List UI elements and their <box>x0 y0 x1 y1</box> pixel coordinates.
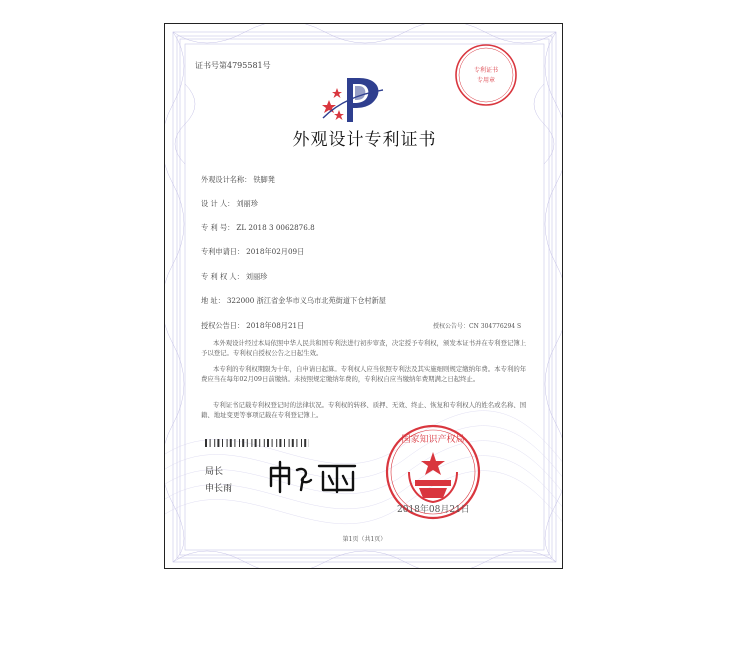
field-label: 地 址： <box>201 296 225 305</box>
barcode-bar <box>255 439 257 447</box>
barcode-bar <box>247 439 248 447</box>
svg-text:专利证书: 专利证书 <box>473 67 499 74</box>
field-label: 专 利 号： <box>201 223 235 232</box>
signatory-title: 局长 <box>205 467 224 477</box>
publication-number-label: 授权公告号： <box>433 323 470 330</box>
barcode-bar <box>301 439 302 447</box>
barcode-bar <box>242 439 244 447</box>
signatory-name: 申长雨 <box>205 484 233 494</box>
field-patent-number <box>201 223 315 233</box>
field-value: 2018年02月09日 <box>246 247 305 256</box>
barcode-bar <box>230 439 232 447</box>
certificate-title: 外观设计专利证书 <box>292 130 437 150</box>
field-design-name <box>201 175 275 185</box>
field-address <box>201 296 386 306</box>
field-value: 刘丽珍 <box>245 272 268 281</box>
paragraph-grant: 本外观设计经过本局依照中华人民共和国专利法进行初步审查，决定授予专利权，颁发本证书并在专利登记簿上予以登记。专利权自授权公告之日起生效。 <box>201 339 527 357</box>
barcode-bar <box>234 439 235 447</box>
field-label: 专利申请日： <box>201 247 245 256</box>
field-label: 专 利 权 人： <box>201 272 244 281</box>
cnipa-logo-icon <box>319 72 391 126</box>
svg-text:专用章: 专用章 <box>476 77 496 84</box>
barcode-bar <box>227 439 228 447</box>
paragraph-status: 专利证书记载专利权登记时的法律状况。专利权的转移、质押、无效、终止、恢复和专利权人的姓名或名称、国籍、地址变更等事项记载在专利登记簿上。 <box>201 401 527 419</box>
publication-number <box>433 321 521 330</box>
barcode-bar <box>292 439 294 447</box>
field-grant-date <box>201 321 304 331</box>
barcode-bar <box>289 439 290 447</box>
field-filing-date <box>201 247 304 257</box>
patent-certificate <box>164 23 563 569</box>
barcode-bar <box>205 439 207 447</box>
field-label: 外观设计名称： <box>201 175 252 184</box>
field-value: 铁脚凳 <box>253 175 275 184</box>
field-value: 刘丽珍 <box>236 199 258 208</box>
barcode-bar <box>210 439 211 447</box>
barcode-bar <box>276 439 277 447</box>
barcode-bar <box>296 439 297 447</box>
field-label: 设 计 人： <box>201 199 235 208</box>
field-patentee <box>201 272 267 282</box>
barcode-icon <box>205 439 309 447</box>
director-signature <box>265 460 365 494</box>
barcode-bar <box>259 439 260 447</box>
paragraph-term: 本专利的专利权期限为十年，自申请日起算。专利权人应当依照专利法及其实施细则规定缴纳年费。本专利的年费应当在每年02月09日前缴纳。未按照规定缴纳年费的，专利权自应当缴纳年费期满之日起终止。 <box>201 365 527 383</box>
field-value: 2018年08月21日 <box>246 321 305 330</box>
field-value: 322000 浙江省金华市义乌市北苑街道下仓村新屋 <box>226 296 386 305</box>
barcode-bar <box>267 439 269 447</box>
barcode-bar <box>214 439 215 447</box>
field-designer <box>201 199 258 209</box>
barcode-bar <box>251 439 252 447</box>
barcode-bar <box>239 439 240 447</box>
barcode-bar <box>217 439 219 447</box>
barcode-bar <box>222 439 223 447</box>
publication-number-value: CN 304776294 S <box>469 323 522 330</box>
barcode-bar <box>264 439 265 447</box>
barcode-bar <box>279 439 281 447</box>
field-value: ZL 2018 3 0062876.8 <box>236 223 315 232</box>
field-label: 授权公告日： <box>201 321 245 330</box>
small-seal-icon <box>453 42 519 108</box>
barcode-bar <box>284 439 285 447</box>
barcode-bar <box>272 439 273 447</box>
seal-text: 国家知识产权局 <box>401 435 465 445</box>
certificate-number: 证书号第4795581号 <box>195 61 271 70</box>
page-number: 第1页（共1页） <box>342 536 387 543</box>
barcode-bar <box>304 439 306 447</box>
issue-date-stamp: 2018年08月21日 <box>397 505 470 515</box>
